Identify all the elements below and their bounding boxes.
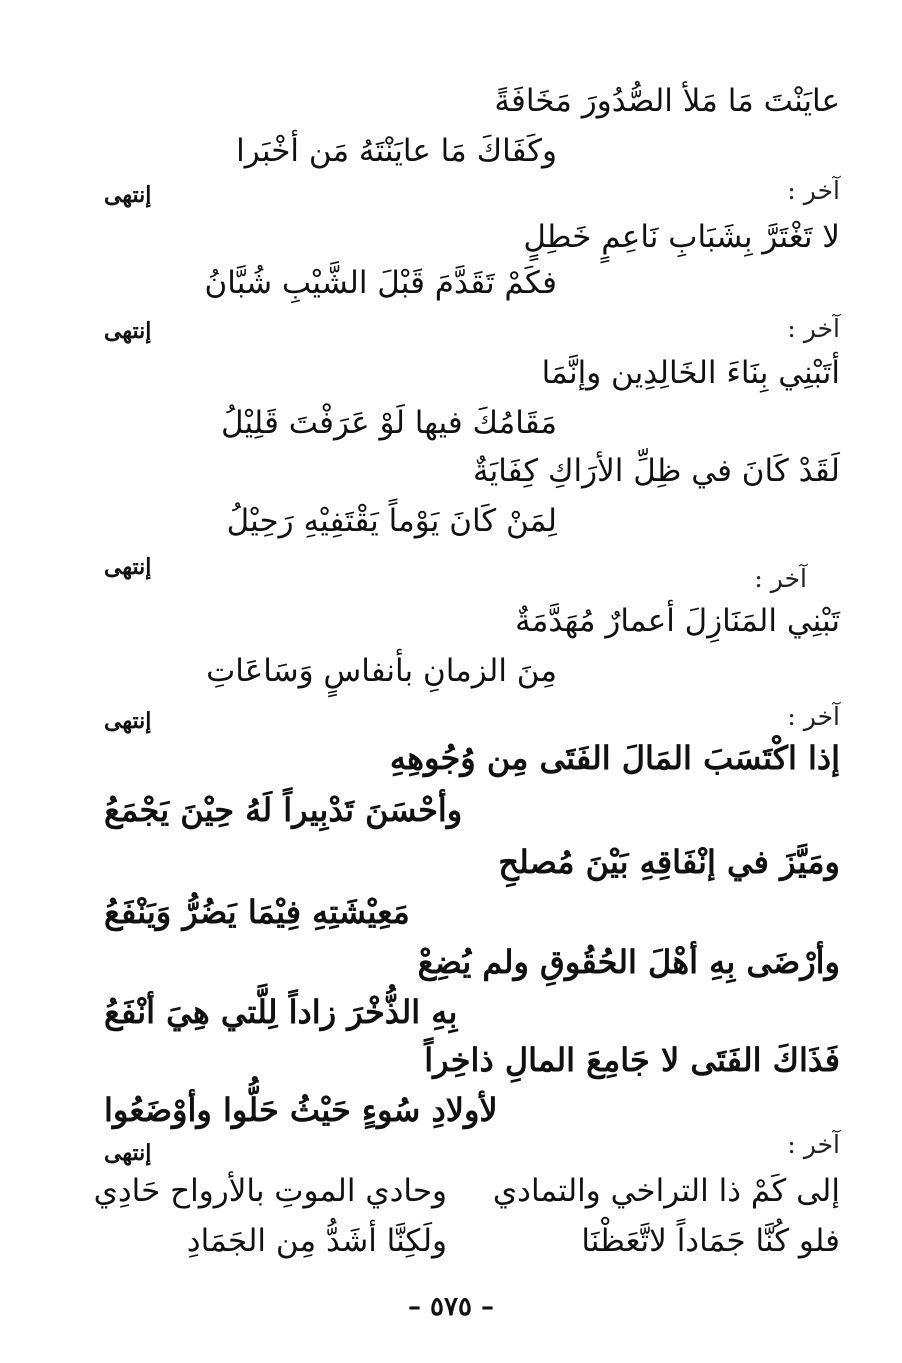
verse-line: لأولادِ سُوءٍ حَيْثُ حَلُّوا وأوْضَعُوا: [104, 1091, 498, 1129]
verse-line: فَذَاكَ الفَتَى لا جَامِعَ المالِ ذاخِراً: [424, 1041, 840, 1079]
hemistich-first: فلو كُنَّا جَمَاداً لاتَّعَظْنَا: [581, 1223, 840, 1259]
verse-line: عايَنْتَ مَا مَلأ الصُّدُورَ مَخَافَةً: [494, 83, 840, 119]
verse-line: لَقَدْ كَانَ في ظِلِّ الأرَاكِ كِفَايَةٌ: [472, 453, 840, 489]
verse-line: بِهِ الذُّخْرَ زاداً لِلَّتي هِيَ أنْفَعُ: [104, 993, 458, 1031]
verse-line: مَقَامُكَ فيها لَوْ عَرَفْتَ قَلِيْلُ: [220, 405, 557, 441]
end-marker: إنتهى: [104, 1140, 152, 1166]
verse-line: مَعِيْشَتِهِ فِيْمَا يَضُرُّ وَيَنْفَعُ: [104, 893, 410, 931]
verse-line: وأرْضَى بِهِ أهْلَ الحُقُوقِ ولم يُضِعْ: [417, 943, 840, 981]
verse-line: إذا اكْتَسَبَ المَالَ الفَتَى مِن وُجُوهِهِ: [389, 739, 840, 777]
section-label: آخر :: [787, 702, 840, 731]
section-label: آخر :: [787, 176, 840, 205]
verse-line: وأحْسَنَ تَدْبِيراً لَهُ حِيْنَ يَجْمَعُ: [104, 791, 463, 829]
verse-line: ومَيَّزَ في إنْفَاقِهِ بَيْنَ مُصلحِ: [498, 843, 840, 881]
section-label: آخر :: [754, 564, 807, 593]
verse-line: أتَبْنِي بِنَاءَ الخَالِدِين وإنَّمَا: [541, 355, 840, 391]
verse-line: تَبْنِي المَنَازِلَ أعمارٌ مُهَدَّمَةٌ: [515, 603, 840, 639]
verse-line: فكَمْ تَقَدَّمَ قَبْلَ الشَّيْبِ شُبَّانُ: [204, 265, 557, 301]
end-marker: إنتهى: [104, 554, 152, 580]
page-number: – ٥٧٥ –: [407, 1292, 495, 1322]
hemistich-first: إلى كَمْ ذا التراخي والتمادي: [492, 1173, 840, 1209]
verse-line: وكَفَاكَ مَا عايَنْتَهُ مَن أخْبَرا: [236, 133, 557, 169]
end-marker: إنتهى: [104, 318, 152, 344]
verse-line: لا تَغْتَرَّ بِشَبَابِ نَاعِمٍ خَطِلٍ: [523, 219, 840, 255]
verse-line: مِنَ الزمانِ بأنفاسٍ وَسَاعَاتِ: [206, 653, 557, 689]
section-label: آخر :: [787, 1130, 840, 1159]
verse-line: لِمَنْ كَانَ يَوْماً يَقْتَفِيْهِ رَحِيْلُ: [226, 503, 557, 539]
end-marker: إنتهى: [104, 182, 152, 208]
hemistich-second: وحادي الموتِ بالأرواح حَادِي: [93, 1173, 447, 1209]
section-label: آخر :: [787, 314, 840, 343]
hemistich-second: ولَكِنَّا أشَدُّ مِن الجَمَادِ: [186, 1223, 447, 1259]
end-marker: إنتهى: [104, 708, 152, 734]
